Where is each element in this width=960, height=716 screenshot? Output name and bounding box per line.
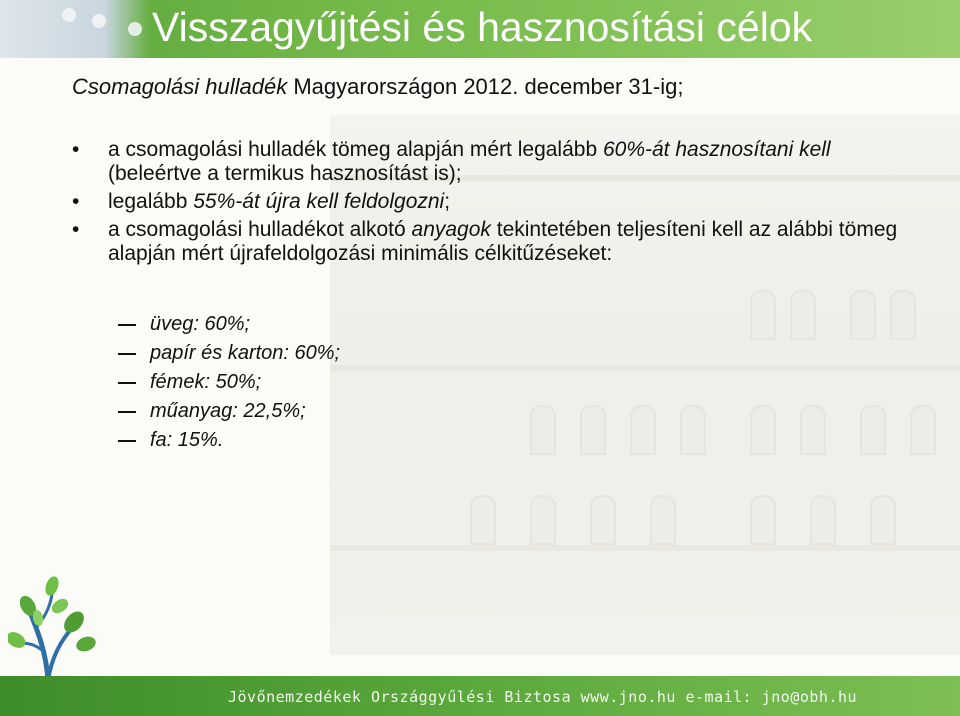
target-item [118, 368, 340, 397]
bullet-marker: • [72, 218, 80, 241]
target-item [118, 339, 340, 368]
bullet-text: legalább [108, 190, 194, 213]
bullet-marker: • [72, 138, 80, 161]
bullet-item [72, 138, 922, 186]
footer-text: Jövőnemzedékek Országgyűlési Biztosa www.jno.hu e-mail: jno@obh.hu [228, 688, 858, 706]
tree-logo-icon [8, 572, 103, 682]
person-icon [92, 14, 106, 28]
building-window [810, 495, 836, 545]
bullet-text: ; [444, 190, 451, 213]
slide-title: Visszagyűjtési és hasznosítási célok [152, 4, 813, 50]
bullet-text: a csomagolási hulladék tömeg alapján mért legalább [108, 138, 603, 161]
bullet-italic: 60%-át hasznosítani kell [602, 138, 831, 161]
building-window [580, 405, 606, 455]
dash-marker [118, 382, 136, 384]
building-window [750, 290, 776, 340]
target-text: műanyag: 22,5%; [150, 400, 306, 422]
subtitle-italic: Csomagolási hulladék [72, 74, 288, 99]
dash-marker [118, 353, 136, 355]
building-window [790, 290, 816, 340]
target-text: fa: 15%. [150, 429, 224, 451]
bullet-item [72, 218, 922, 266]
footer-bar [0, 676, 960, 716]
building-window [590, 495, 616, 545]
bullet-italic: anyagok [411, 218, 491, 241]
header-bar [0, 0, 960, 58]
building-window [650, 495, 676, 545]
bullet-marker: • [72, 190, 80, 213]
bullet-text: tekintetében teljesíteni kell az alábbi tömeg alapján mért újrafeldolgozási minimális célkitűzéseket: [108, 218, 898, 265]
building-window [680, 405, 706, 455]
header-people-graphic [0, 0, 150, 58]
building-window [750, 495, 776, 545]
building-window [870, 495, 896, 545]
target-text: fémek: 50%; [150, 371, 262, 393]
building-window [530, 405, 556, 455]
target-item [118, 310, 340, 339]
building-window [630, 405, 656, 455]
dash-marker [118, 440, 136, 442]
bullet-italic: 55%-át újra kell feldolgozni [193, 190, 445, 213]
target-list [118, 310, 340, 455]
building-window [860, 405, 886, 455]
dash-marker [118, 324, 136, 326]
slide-subtitle [72, 74, 683, 100]
building-window [800, 405, 826, 455]
person-icon [128, 22, 142, 36]
building-window [850, 290, 876, 340]
building-cornice [330, 365, 960, 371]
bullet-list [72, 138, 922, 270]
subtitle-rest: Magyarországon 2012. december 31-ig; [287, 74, 684, 99]
building-window [890, 290, 916, 340]
building-window [750, 405, 776, 455]
building-window [470, 495, 496, 545]
dash-marker [118, 411, 136, 413]
bullet-text: a csomagolási hulladékot alkotó [108, 218, 412, 241]
building-window [910, 405, 936, 455]
building-cornice [330, 545, 960, 551]
target-text: üveg: 60%; [150, 313, 251, 335]
building-window [530, 495, 556, 545]
bullet-text: (beleértve a termikus hasznosítást is); [108, 162, 462, 185]
target-text: papír és karton: 60%; [150, 342, 341, 364]
target-item [118, 397, 340, 426]
target-item [118, 426, 340, 455]
bullet-item [72, 190, 922, 214]
person-icon [62, 8, 76, 22]
